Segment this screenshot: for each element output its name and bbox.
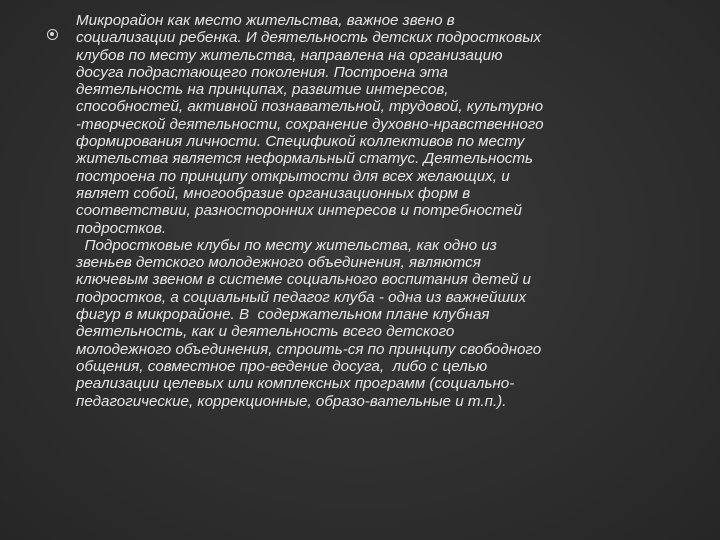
text-line: являет собой, многообразие организационных форм в <box>76 184 471 202</box>
text-line: построена по принципу открытости для всех желающих, и <box>76 167 510 185</box>
text-line: Подростковые клубы по месту жительства, как одно из <box>76 236 497 254</box>
text-line: деятельность на принципах, развитие интересов, <box>76 81 449 99</box>
text-line: педагогические, коррекционные, образо-вательные и т.п.). <box>76 392 507 410</box>
text-line: подростков. <box>76 219 167 237</box>
text-line: деятельность, как и деятельность всего детского <box>76 323 455 341</box>
text-line: ключевым звеном в системе социального воспитания детей и <box>76 271 532 289</box>
text-line: реализации целевых или комплексных программ (социально- <box>76 375 515 393</box>
text-line: подростков, а социальный педагог клуба - одна из важнейших <box>76 288 527 306</box>
text-line: клубов по месту жительства, направлена на организацию <box>76 46 503 64</box>
text-line: -творческой деятельности, сохранение духовно-нравственного <box>76 115 544 133</box>
circled-dot-bullet-icon <box>47 29 58 40</box>
text-line: Микрорайон как место жительства, важное звено в <box>76 12 455 29</box>
text-line: общения, совместное про-ведение досуга, либо с целью <box>76 357 488 375</box>
text-line: фигур в микрорайоне. В содержательном плане клубная <box>76 306 490 324</box>
body-text <box>76 12 676 410</box>
text-line: жительства является неформальный статус. Деятельность <box>76 150 533 168</box>
text-line: молодежного объединения, строить-ся по принципу свободного <box>76 340 542 358</box>
text-line: формирования личности. Спецификой коллективов по месту <box>76 133 525 151</box>
text-line: звеньев детского молодежного объединения, являются <box>76 254 481 272</box>
text-line: способностей, активной познавательной, трудовой, культурно <box>76 98 544 116</box>
text-line: досуга подрастающего поколения. Построена эта <box>76 63 448 81</box>
text-line: соответствии, разносторонних интересов и потребностей <box>76 202 522 220</box>
text-line: социализации ребенка. И деятельность детских подростковых <box>76 29 542 47</box>
